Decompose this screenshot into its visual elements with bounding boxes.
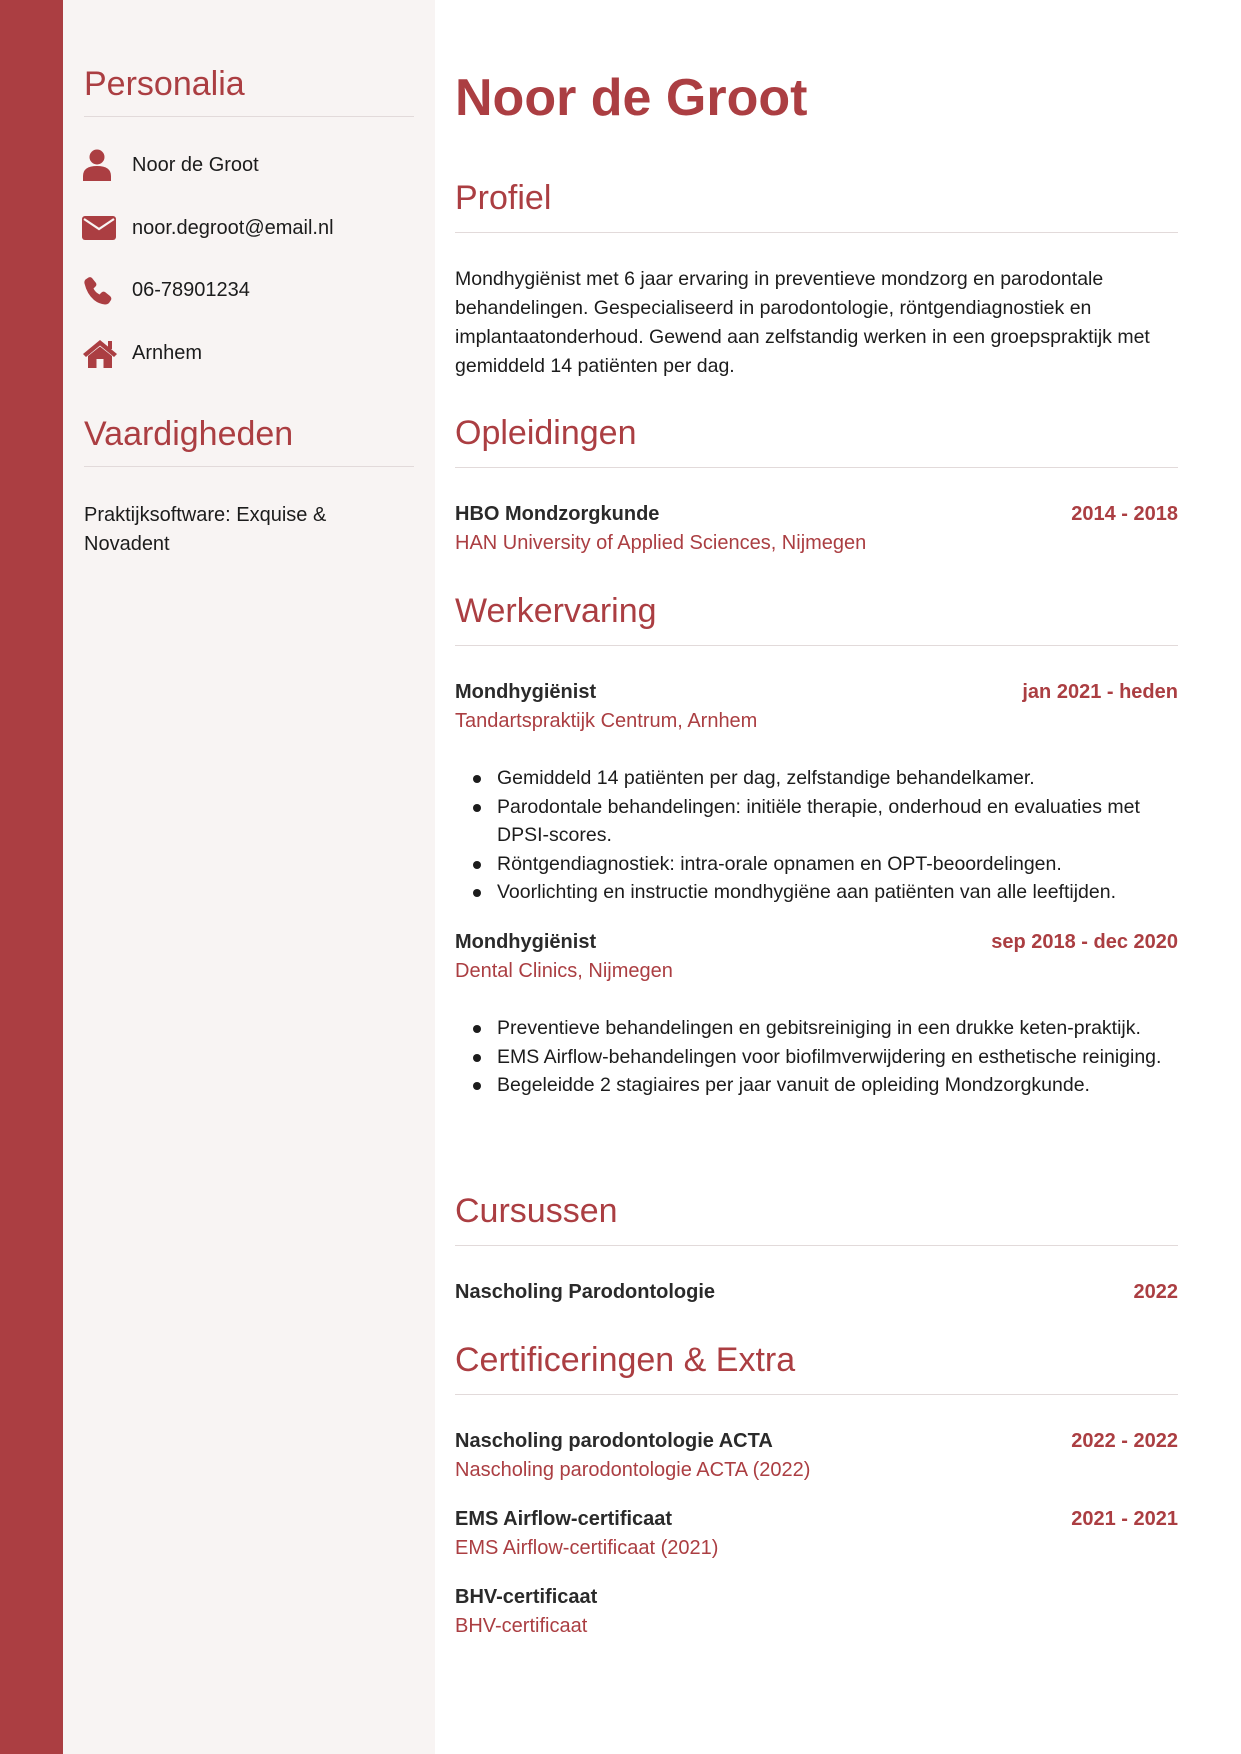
entry-date: jan 2021 - heden [1022, 681, 1178, 703]
personal-section-title: Personalia [84, 64, 414, 117]
contact-location-text: Arnhem [132, 341, 203, 364]
entry-title: Mondhygiënist [455, 681, 597, 703]
certifications-section-title: Certificeringen & Extra [455, 1340, 1178, 1395]
certification-entry [455, 1505, 1178, 1533]
experience-bullet-list [455, 764, 1178, 907]
list-item: Begeleidde 2 stagiaires per jaar vanuit de opleiding Mondzorgkunde. [497, 1071, 1178, 1100]
envelope-icon [82, 210, 118, 246]
entry-title: Nascholing parodontologie ACTA [455, 1430, 773, 1452]
course-entry [455, 1278, 1178, 1306]
home-icon [82, 335, 118, 371]
contact-location [82, 335, 412, 371]
entry-title: EMS Airflow-certificaat [455, 1508, 673, 1530]
list-item: Gemiddeld 14 patiënten per dag, zelfstandige behandelkamer. [497, 764, 1178, 793]
entry-title: HBO Mondzorgkunde [455, 503, 660, 525]
courses-section-title: Cursussen [455, 1191, 1178, 1246]
entry-subtitle: BHV-certificaat [455, 1615, 588, 1637]
contact-email-text[interactable]: noor.degroot@email.nl [132, 216, 334, 239]
entry-subtitle: Dental Clinics, Nijmegen [455, 960, 673, 982]
skills-section-title: Vaardigheden [84, 414, 414, 467]
sidebar [63, 0, 435, 1754]
page-title: Noor de Groot [455, 69, 808, 127]
experience-bullet-list [455, 1014, 1178, 1100]
skill-item: Praktijksoftware: Exquise & Novadent [84, 504, 327, 555]
entry-date: 2022 - 2022 [1071, 1430, 1178, 1452]
user-icon [82, 147, 118, 183]
contact-name-text: Noor de Groot [132, 153, 259, 176]
list-item: EMS Airflow-behandelingen voor biofilmverwijdering en esthetische reiniging. [497, 1043, 1178, 1072]
phone-icon [82, 272, 118, 308]
education-entry [455, 500, 1178, 528]
certification-entry [455, 1583, 1178, 1611]
accent-stripe [0, 0, 63, 1754]
education-section-title: Opleidingen [455, 413, 1178, 468]
experience-entry [455, 928, 1178, 956]
entry-subtitle: EMS Airflow-certificaat (2021) [455, 1537, 719, 1559]
entry-subtitle: Tandartspraktijk Centrum, Arnhem [455, 710, 758, 732]
profile-text: Mondhygiënist met 6 jaar ervaring in preventieve mondzorg en parodontale behandelingen. Gespecialiseerd in parodontologie, röntgendiagnostiek en implantaatonderhoud. Gewend aan zelfstandig werken in een groepspraktijk met gemiddeld 14 patiënten per dag. [455, 268, 1150, 377]
experience-entry [455, 678, 1178, 706]
contact-phone [82, 272, 412, 308]
entry-subtitle: HAN University of Applied Sciences, Nijmegen [455, 532, 867, 554]
list-item: Preventieve behandelingen en gebitsreiniging in een drukke keten-praktijk. [497, 1014, 1178, 1043]
certification-entry [455, 1427, 1178, 1455]
entry-title: Mondhygiënist [455, 931, 597, 953]
entry-date: sep 2018 - dec 2020 [991, 931, 1178, 953]
entry-date: 2022 [1133, 1281, 1178, 1303]
list-item: Parodontale behandelingen: initiële therapie, onderhoud en evaluaties met DPSI-scores. [497, 793, 1178, 850]
experience-section-title: Werkervaring [455, 591, 1178, 646]
list-item: Röntgendiagnostiek: intra-orale opnamen en OPT-beoordelingen. [497, 850, 1178, 879]
entry-subtitle: Nascholing parodontologie ACTA (2022) [455, 1459, 811, 1481]
entry-date: 2021 - 2021 [1071, 1508, 1178, 1530]
contact-phone-text[interactable]: 06-78901234 [132, 278, 250, 301]
entry-date: 2014 - 2018 [1071, 503, 1178, 525]
profile-section-title: Profiel [455, 178, 1178, 233]
contact-email [82, 210, 412, 246]
entry-title: Nascholing Parodontologie [455, 1281, 716, 1303]
list-item: Voorlichting en instructie mondhygiëne aan patiënten van alle leeftijden. [497, 878, 1178, 907]
entry-title: BHV-certificaat [455, 1586, 598, 1608]
contact-name [82, 147, 412, 183]
